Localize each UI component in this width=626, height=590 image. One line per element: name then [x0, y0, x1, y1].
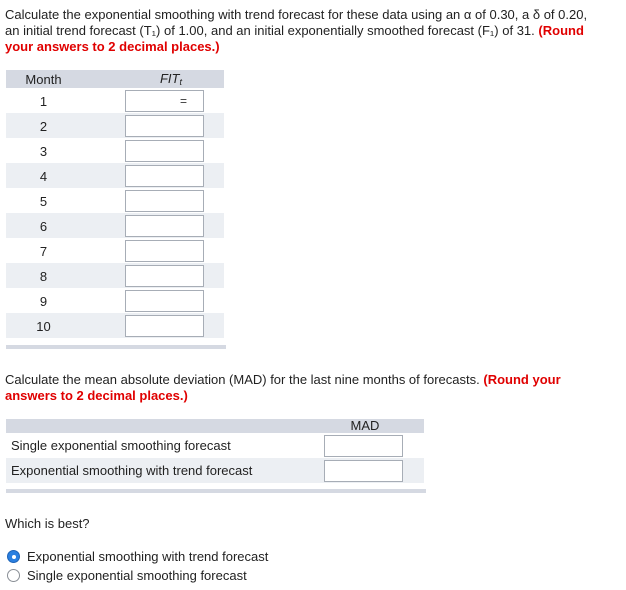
- round-instruction-a: (Round: [538, 23, 584, 38]
- question1-line2: an initial trend forecast (T₁) of 1.00, and an initial exponentially smoothed forecast (F₁) of 31.: [5, 23, 535, 38]
- table-row: [6, 458, 424, 483]
- table-row: [6, 138, 224, 163]
- radio-option-single[interactable]: [7, 568, 307, 586]
- fit-table-footer-divider: [6, 345, 226, 349]
- table-row: [6, 433, 424, 458]
- month-number: 4: [39, 169, 48, 184]
- mad-input-trend[interactable]: [324, 460, 403, 482]
- fit-input-month-5[interactable]: [125, 190, 204, 212]
- table-row: [6, 163, 224, 188]
- radio-unselected-icon[interactable]: [7, 569, 20, 582]
- table-row: [6, 288, 224, 313]
- fit-input-month-8[interactable]: [125, 265, 204, 287]
- month-number: 6: [39, 219, 48, 234]
- month-number: 8: [39, 269, 48, 284]
- fit-input-month-2[interactable]: [125, 115, 204, 137]
- month-number: 2: [39, 119, 48, 134]
- table-row: [6, 88, 224, 113]
- mad-row-label: Single exponential smoothing forecast: [11, 438, 231, 453]
- question1-text: [5, 7, 621, 55]
- fit-column-header: $FIT_t$: [159, 71, 182, 87]
- equals-marker: =: [180, 94, 188, 108]
- mad-table-footer-divider: [6, 489, 426, 493]
- mad-table-header: [6, 419, 424, 433]
- question3-prompt: Which is best?: [5, 516, 90, 531]
- fit-input-month-1[interactable]: [125, 90, 204, 112]
- table-row: [6, 238, 224, 263]
- month-number: 7: [39, 244, 48, 259]
- fit-input-month-4[interactable]: [125, 165, 204, 187]
- month-number: 9: [39, 294, 48, 309]
- month-number: 1: [39, 94, 48, 109]
- table-row: [6, 263, 224, 288]
- fit-input-month-6[interactable]: [125, 215, 204, 237]
- mad-input-single[interactable]: [324, 435, 403, 457]
- fit-input-month-7[interactable]: [125, 240, 204, 262]
- question1-line1: Calculate the exponential smoothing with trend forecast for these data using an α of 0.30, a δ of 0.20,: [5, 7, 588, 22]
- table-row: [6, 313, 224, 338]
- month-number: 5: [39, 194, 48, 209]
- table-row: [6, 213, 224, 238]
- fit-input-month-9[interactable]: [125, 290, 204, 312]
- mad-row-label: Exponential smoothing with trend forecast: [11, 463, 253, 478]
- table-row: [6, 188, 224, 213]
- question2-prompt: Calculate the mean absolute deviation (MAD) for the last nine months of forecasts.: [5, 372, 480, 387]
- radio-option-trend[interactable]: [7, 549, 307, 567]
- round-instruction-a: (Round your: [483, 372, 561, 387]
- month-number: 10: [36, 319, 51, 334]
- radio-selected-icon[interactable]: [7, 550, 20, 563]
- radio-option-label: Exponential smoothing with trend forecast: [27, 549, 269, 564]
- radio-option-label: Single exponential smoothing forecast: [27, 568, 247, 583]
- fit-table-header: [6, 70, 224, 88]
- round-instruction-b: your answers to 2 decimal places.): [5, 39, 220, 54]
- question2-text: [5, 372, 601, 404]
- mad-column-header: MAD: [350, 418, 380, 433]
- fit-input-month-10[interactable]: [125, 315, 204, 337]
- table-row: [6, 113, 224, 138]
- fit-input-month-3[interactable]: [125, 140, 204, 162]
- month-number: 3: [39, 144, 48, 159]
- round-instruction-b: answers to 2 decimal places.): [5, 388, 188, 403]
- month-column-header: Month: [25, 72, 62, 87]
